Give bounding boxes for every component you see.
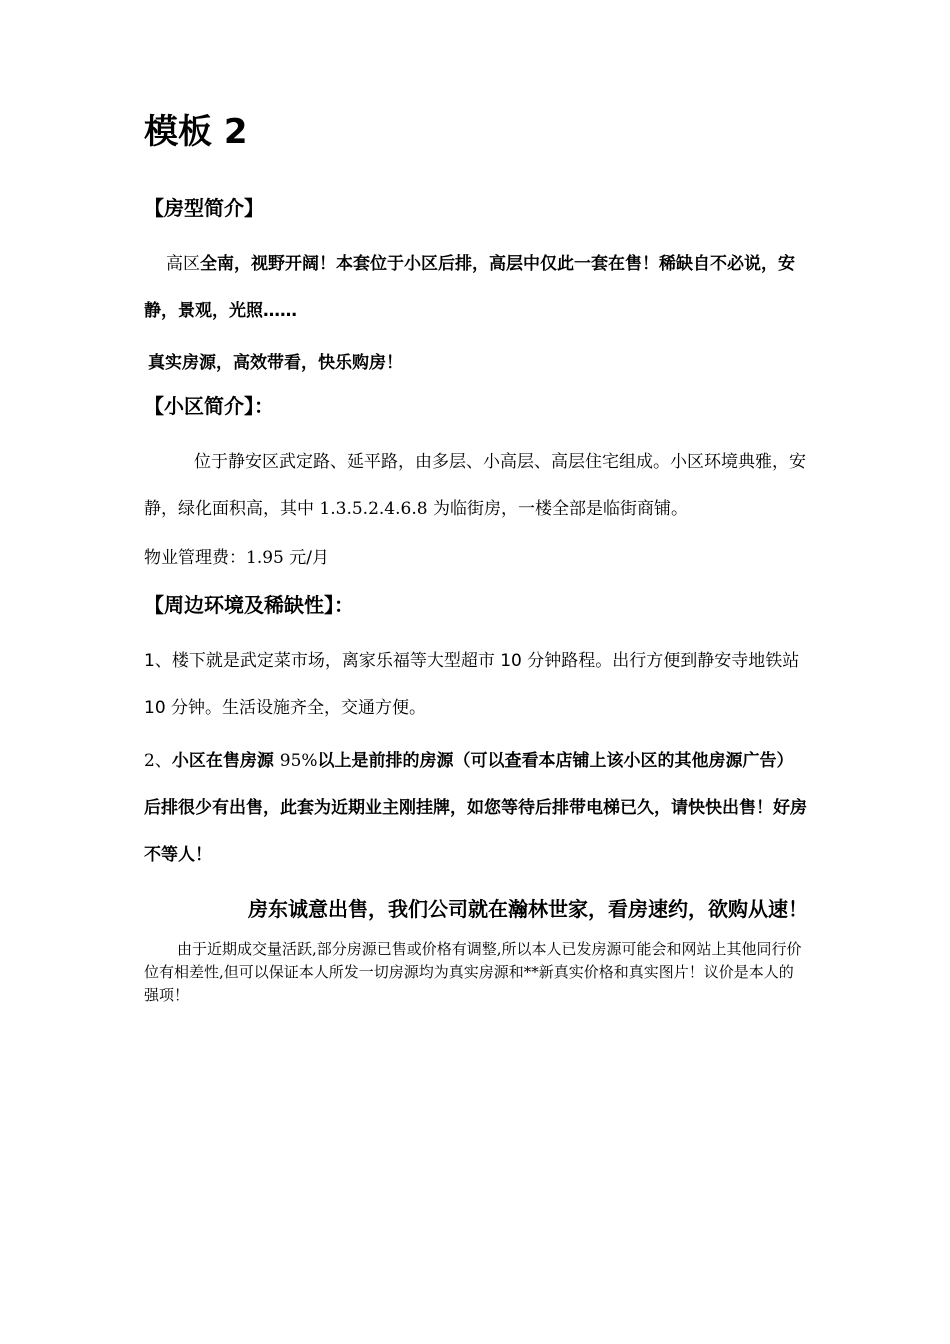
surroundings-item-2-b: 以上是前排的房源（可以查看本店铺上该小区的其他房源广告）后排很少有出售，此套为近期业主刚挂牌，如您等待后排带电梯已久，请快快出售！好房不等人！ [144,751,807,865]
layout-tagline: 真实房源，高效带看，快乐购房！ [148,353,403,373]
property-fee-unit: 元/月 [283,548,329,568]
section-heading-layout: 【房型简介】 [144,196,264,220]
section-heading-surroundings: 【周边环境及稀缺性】： [144,593,354,617]
property-fee [144,535,808,582]
surroundings-item-2 [144,738,808,879]
document-title: 模板 2 [144,112,248,152]
price-disclaimer: 由于近期成交量活跃,部分房源已售或价格有调整,所以本人已发房源可能会和网站上其他同行价位有相差性,但可以保证本人所发一切房源均为真实房源和**新真实价格和真实图片！议价是本人的强项！ [144,940,802,1004]
surroundings-item-2-a: 小区在售房源 [171,751,280,771]
property-fee-value: 1.95 [246,548,284,568]
community-body-a: 位于静安区武定路、延平路，由多层、小高层、高层住宅组成。小区环境典雅，安静，绿化面积高，其中 [144,452,806,519]
sales-slogan: 房东诚意出售，我们公司就在瀚林世家，看房速约，欲购从速！ [248,897,808,921]
property-fee-label: 物业管理费： [144,548,246,568]
community-street-numbers: 1.3.5.2.4.6.8 [319,499,428,519]
surroundings-item-1: 1、楼下就是武定菜市场，离家乐福等大型超市 10 分钟路程。出行方便到静安寺地铁站 10 分钟。生活设施齐全，交通方便。 [144,651,800,718]
community-description [144,439,808,533]
community-body-b: 为临街房，一楼全部是临街商铺。 [427,499,688,519]
layout-description [144,241,808,335]
layout-lead: 高区 [166,254,200,274]
surroundings-item-2-percent: 95% [279,751,318,771]
surroundings-item-2-prefix: 2、 [144,751,172,771]
layout-body: 全南，视野开阔！本套位于小区后排，高层中仅此一套在售！稀缺自不必说，安静，景观，光照…… [144,254,795,321]
section-heading-community: 【小区简介】： [144,394,274,418]
